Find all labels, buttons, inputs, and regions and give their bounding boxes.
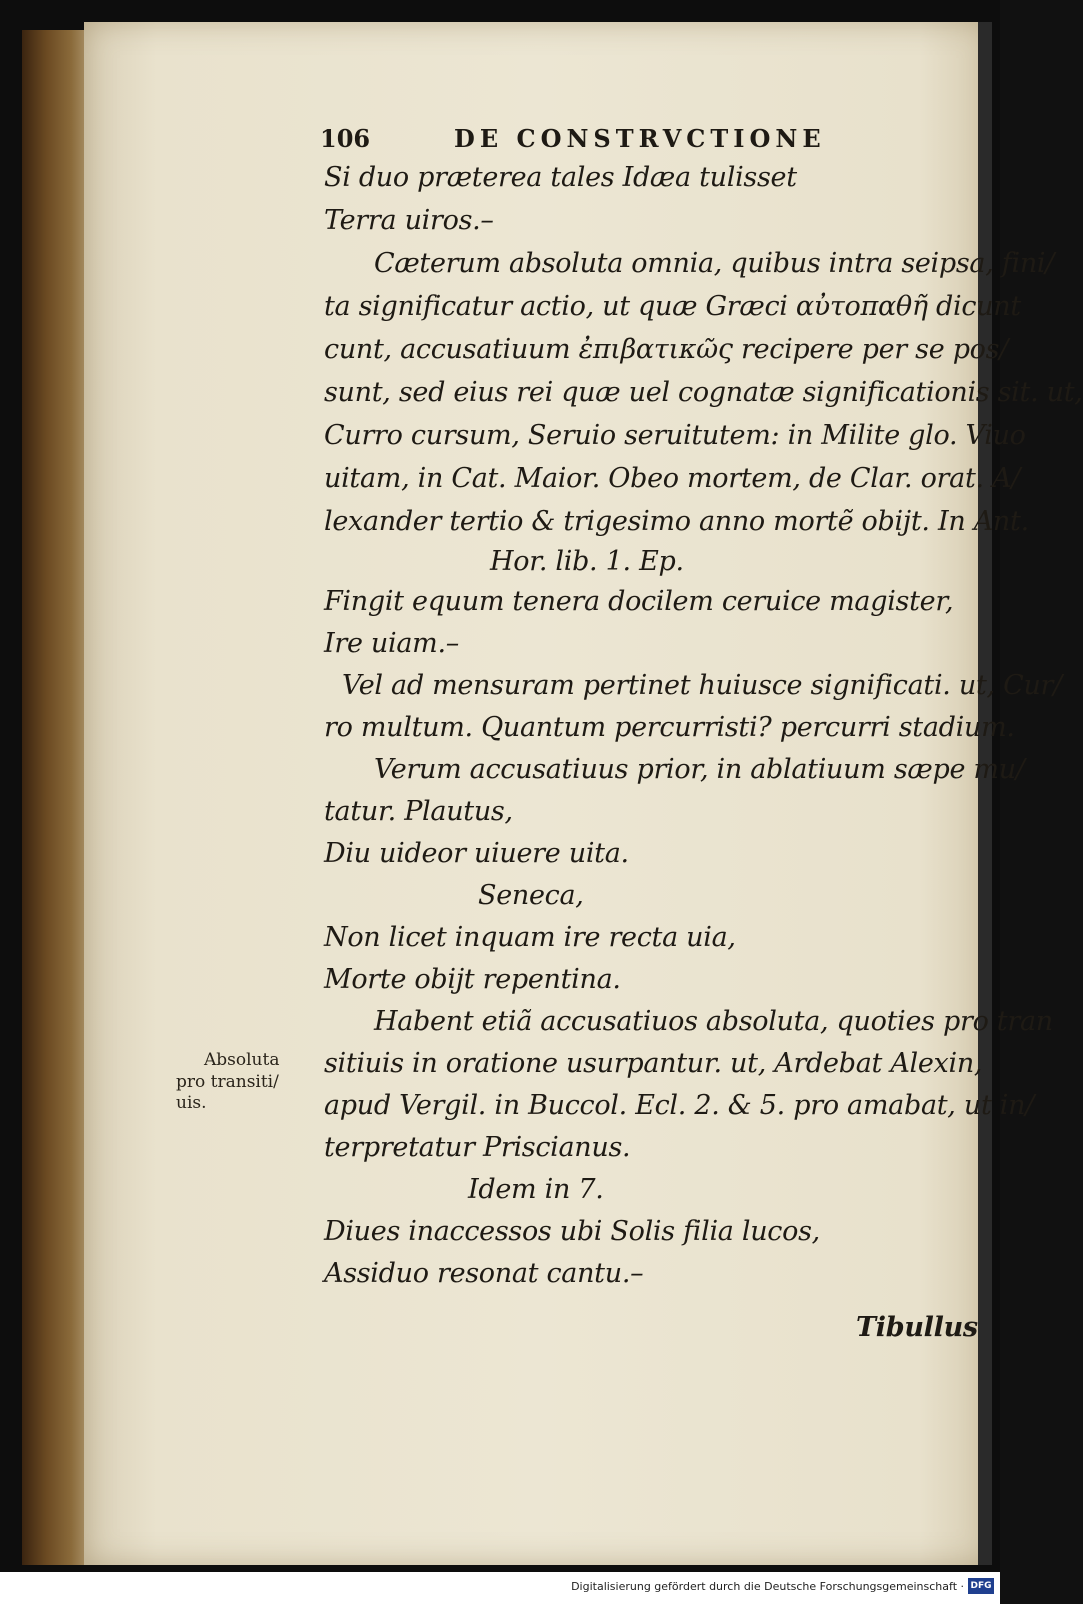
text-line: cunt, accusatiuum ἐπιβατικῶς recipere per se pos/ — [324, 334, 1008, 365]
text-line: Diu uideor uiuere uita. — [324, 838, 629, 869]
book-page — [84, 22, 1083, 1565]
book-edge — [22, 30, 92, 1565]
text-line: Terra uiros.– — [324, 205, 494, 236]
margin-note-line: Absoluta — [204, 1050, 280, 1070]
text-line: Non licet inquam ire recta uia, — [324, 922, 736, 953]
text-line: Fingit equum tenera docilem ceruice magister, — [324, 586, 954, 617]
text-line: Assiduo resonat cantu.– — [324, 1258, 644, 1289]
text-line: tatur. Plautus, — [324, 796, 513, 827]
text-line: Verum accusatiuus prior, in ablatiuum sæpe mu/ — [374, 754, 1025, 785]
text-line: Diues inaccessos ubi Solis filia lucos, — [324, 1216, 820, 1247]
footer-credit: Digitalisierung gefördert durch die Deutsche Forschungsgemeinschaft · — [571, 1580, 964, 1593]
text-line: Idem in 7. — [468, 1174, 604, 1205]
margin-note-line: pro transiti/ — [176, 1072, 279, 1092]
text-line: Si duo præterea tales Idæa tulisset — [324, 162, 797, 193]
text-line: Curro cursum, Seruio seruitutem: in Milite glo. Viuo — [324, 420, 1026, 451]
text-line: ta significatur actio, ut quæ Græci αὐτοπαθῆ dicunt — [324, 291, 1021, 322]
dfg-logo-icon: DFG — [968, 1578, 994, 1594]
text-line: terpretatur Priscianus. — [324, 1132, 631, 1163]
text-line: ro multum. Quantum percurristi? percurri stadium. — [324, 712, 1015, 743]
running-head: DE CONSTRVCTIONE — [454, 124, 826, 153]
page-number: 106 — [320, 124, 371, 153]
text-line: Hor. lib. 1. Ep. — [490, 546, 684, 577]
text-line: Morte obijt repentina. — [324, 964, 621, 995]
text-line: Ire uiam.– — [324, 628, 459, 659]
text-line: Vel ad mensuram pertinet huiusce significati. ut, Cur/ — [342, 670, 1062, 701]
margin-note-line: uis. — [176, 1093, 207, 1113]
text-line: lexander tertio & trigesimo anno mortẽ obijt. In Ant. — [324, 506, 1029, 537]
text-line: sunt, sed eius rei quæ uel cognatæ significationis sit. ut, — [324, 377, 1083, 408]
text-line: Habent etiã accusatiuos absoluta, quoties pro tran — [374, 1006, 1053, 1037]
text-line: apud Vergil. in Buccol. Ecl. 2. & 5. pro amabat, ut in/ — [324, 1090, 1034, 1121]
text-line: Cæterum absoluta omnia, quibus intra seipsa, fini/ — [374, 248, 1055, 279]
footer-bar — [0, 1572, 1000, 1604]
catchword: Tibullus — [856, 1312, 978, 1343]
text-line: uitam, in Cat. Maior. Obeo mortem, de Clar. orat. A/ — [324, 463, 1021, 494]
text-line: Seneca, — [478, 880, 584, 911]
text-line: sitiuis in oratione usurpantur. ut, Ardebat Alexin, — [324, 1048, 983, 1079]
